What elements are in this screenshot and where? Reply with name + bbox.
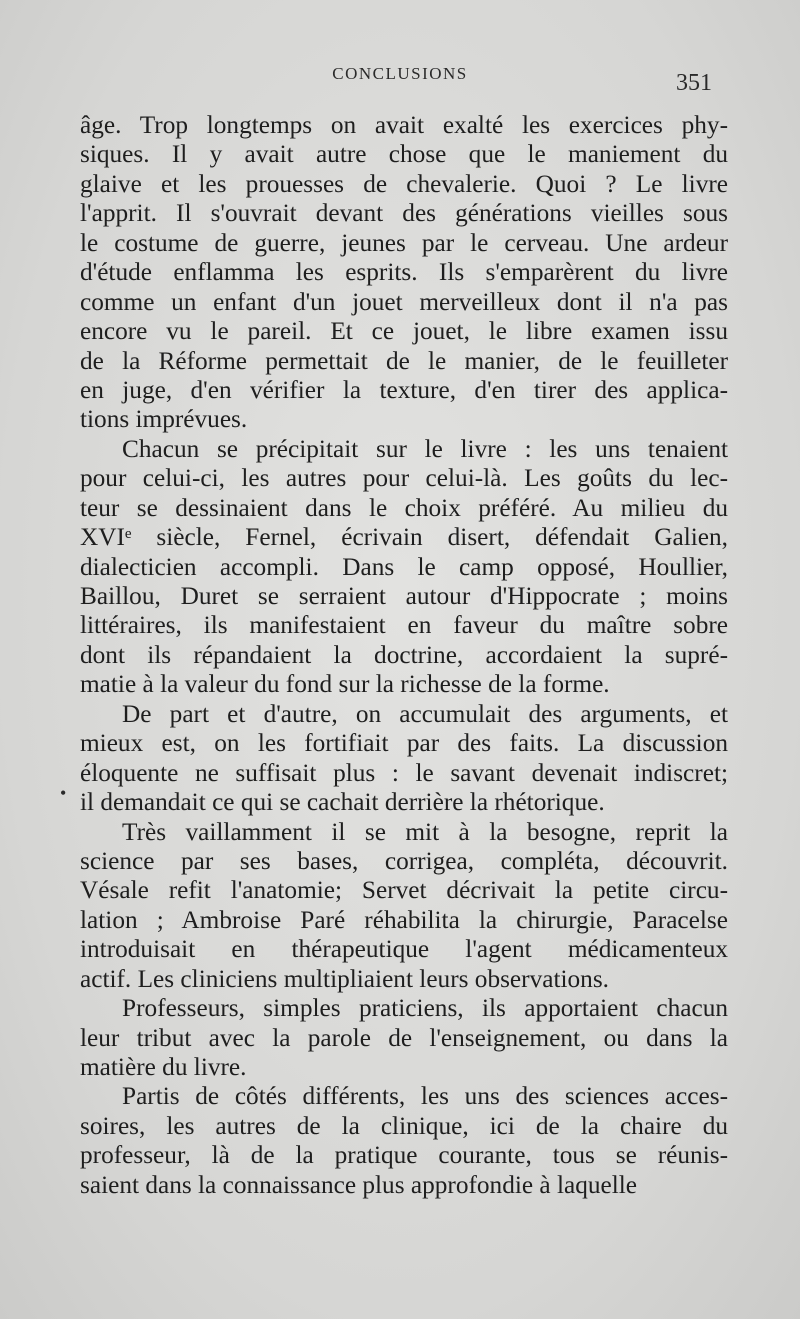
running-title: CONCLUSIONS — [332, 64, 468, 83]
text-line: actif. Les cliniciens multipliaient leurs observations. — [80, 964, 609, 993]
text-line: mieux est, on les fortifiait par des faits. La discussion — [80, 729, 728, 758]
body-text — [80, 111, 728, 1200]
text-line: glaive et les prouesses de chevalerie. Quoi ? Le livre — [80, 169, 728, 198]
text-line: encore vu le pareil. Et ce jouet, le libre examen issu — [80, 317, 728, 346]
text-line: science par ses bases, corrigea, compléta, découvrit. — [80, 846, 728, 875]
text-line: de la Réforme permettait de le manier, de le feuilleter — [80, 346, 728, 375]
text-line: teur se dessinaient dans le choix préféré. Au milieu du — [80, 493, 728, 522]
text-line: d'étude enflamma les esprits. Ils s'emparèrent du livre — [80, 258, 728, 287]
text-line: comme un enfant d'un jouet merveilleux dont il n'a pas — [80, 287, 728, 316]
text-line: matière du livre. — [80, 1053, 247, 1081]
text-line: dialecticien accompli. Dans le camp opposé, Houllier, — [80, 552, 728, 581]
text-line: éloquente ne suffisait plus : le savant devenait indiscret; — [80, 758, 728, 787]
text-line: De part et d'autre, on accumulait des arguments, et — [122, 699, 728, 728]
text-line: en juge, d'en vérifier la texture, d'en tirer des applica- — [80, 375, 728, 404]
text-line: professeur, là de la pratique courante, tous se réunis- — [80, 1141, 728, 1170]
page-number: 351 — [676, 70, 712, 96]
text-line: introduisait en thérapeutique l'agent médicamenteux — [80, 935, 728, 964]
text-line: littéraires, ils manifestaient en faveur du maître sobre — [80, 611, 728, 640]
text-line: Partis de côtés différents, les uns des sciences acces- — [122, 1082, 728, 1111]
text-line: âge. Trop longtemps on avait exalté les exercices phy- — [80, 111, 728, 139]
text-line: siques. Il y avait autre chose que le maniement du — [80, 140, 728, 169]
text-line: Chacun se précipitait sur le livre : les uns tenaient — [122, 434, 728, 463]
text-line: saient dans la connaissance plus approfondie à laquelle — [80, 1170, 638, 1199]
text-line: lation ; Ambroise Paré réhabilita la chirurgie, Paracelse — [80, 905, 728, 934]
text-line: le costume de guerre, jeunes par le cerveau. Une ardeur — [80, 228, 728, 257]
text-line: dont ils répandaient la doctrine, accordaient la supré- — [80, 640, 728, 669]
text-line: XVIᵉ siècle, Fernel, écrivain disert, défendait Galien, — [80, 523, 728, 552]
margin-mark: • — [60, 783, 67, 803]
text-line: Baillou, Duret se serraient autour d'Hippocrate ; moins — [80, 582, 728, 610]
text-line: leur tribut avec la parole de l'enseignement, ou dans la — [80, 1023, 728, 1052]
text-line: pour celui-ci, les autres pour celui-là. Les goûts du lec- — [80, 464, 728, 493]
text-line: Très vaillamment il se mit à la besogne, reprit la — [122, 817, 728, 846]
text-line: Professeurs, simples praticiens, ils apportaient chacun — [122, 994, 728, 1023]
text-line: Vésale refit l'anatomie; Servet décrivait la petite circu- — [80, 876, 728, 905]
text-line: l'apprit. Il s'ouvrait devant des générations vieilles sous — [80, 199, 728, 228]
text-line: il demandait ce qui se cachait derrière la rhétorique. — [80, 788, 605, 817]
text-line: tions imprévues. — [80, 405, 248, 434]
text-line: matie à la valeur du fond sur la richesse de la forme. — [80, 670, 610, 699]
text-line: soires, les autres de la clinique, ici de la chaire du — [80, 1111, 728, 1140]
